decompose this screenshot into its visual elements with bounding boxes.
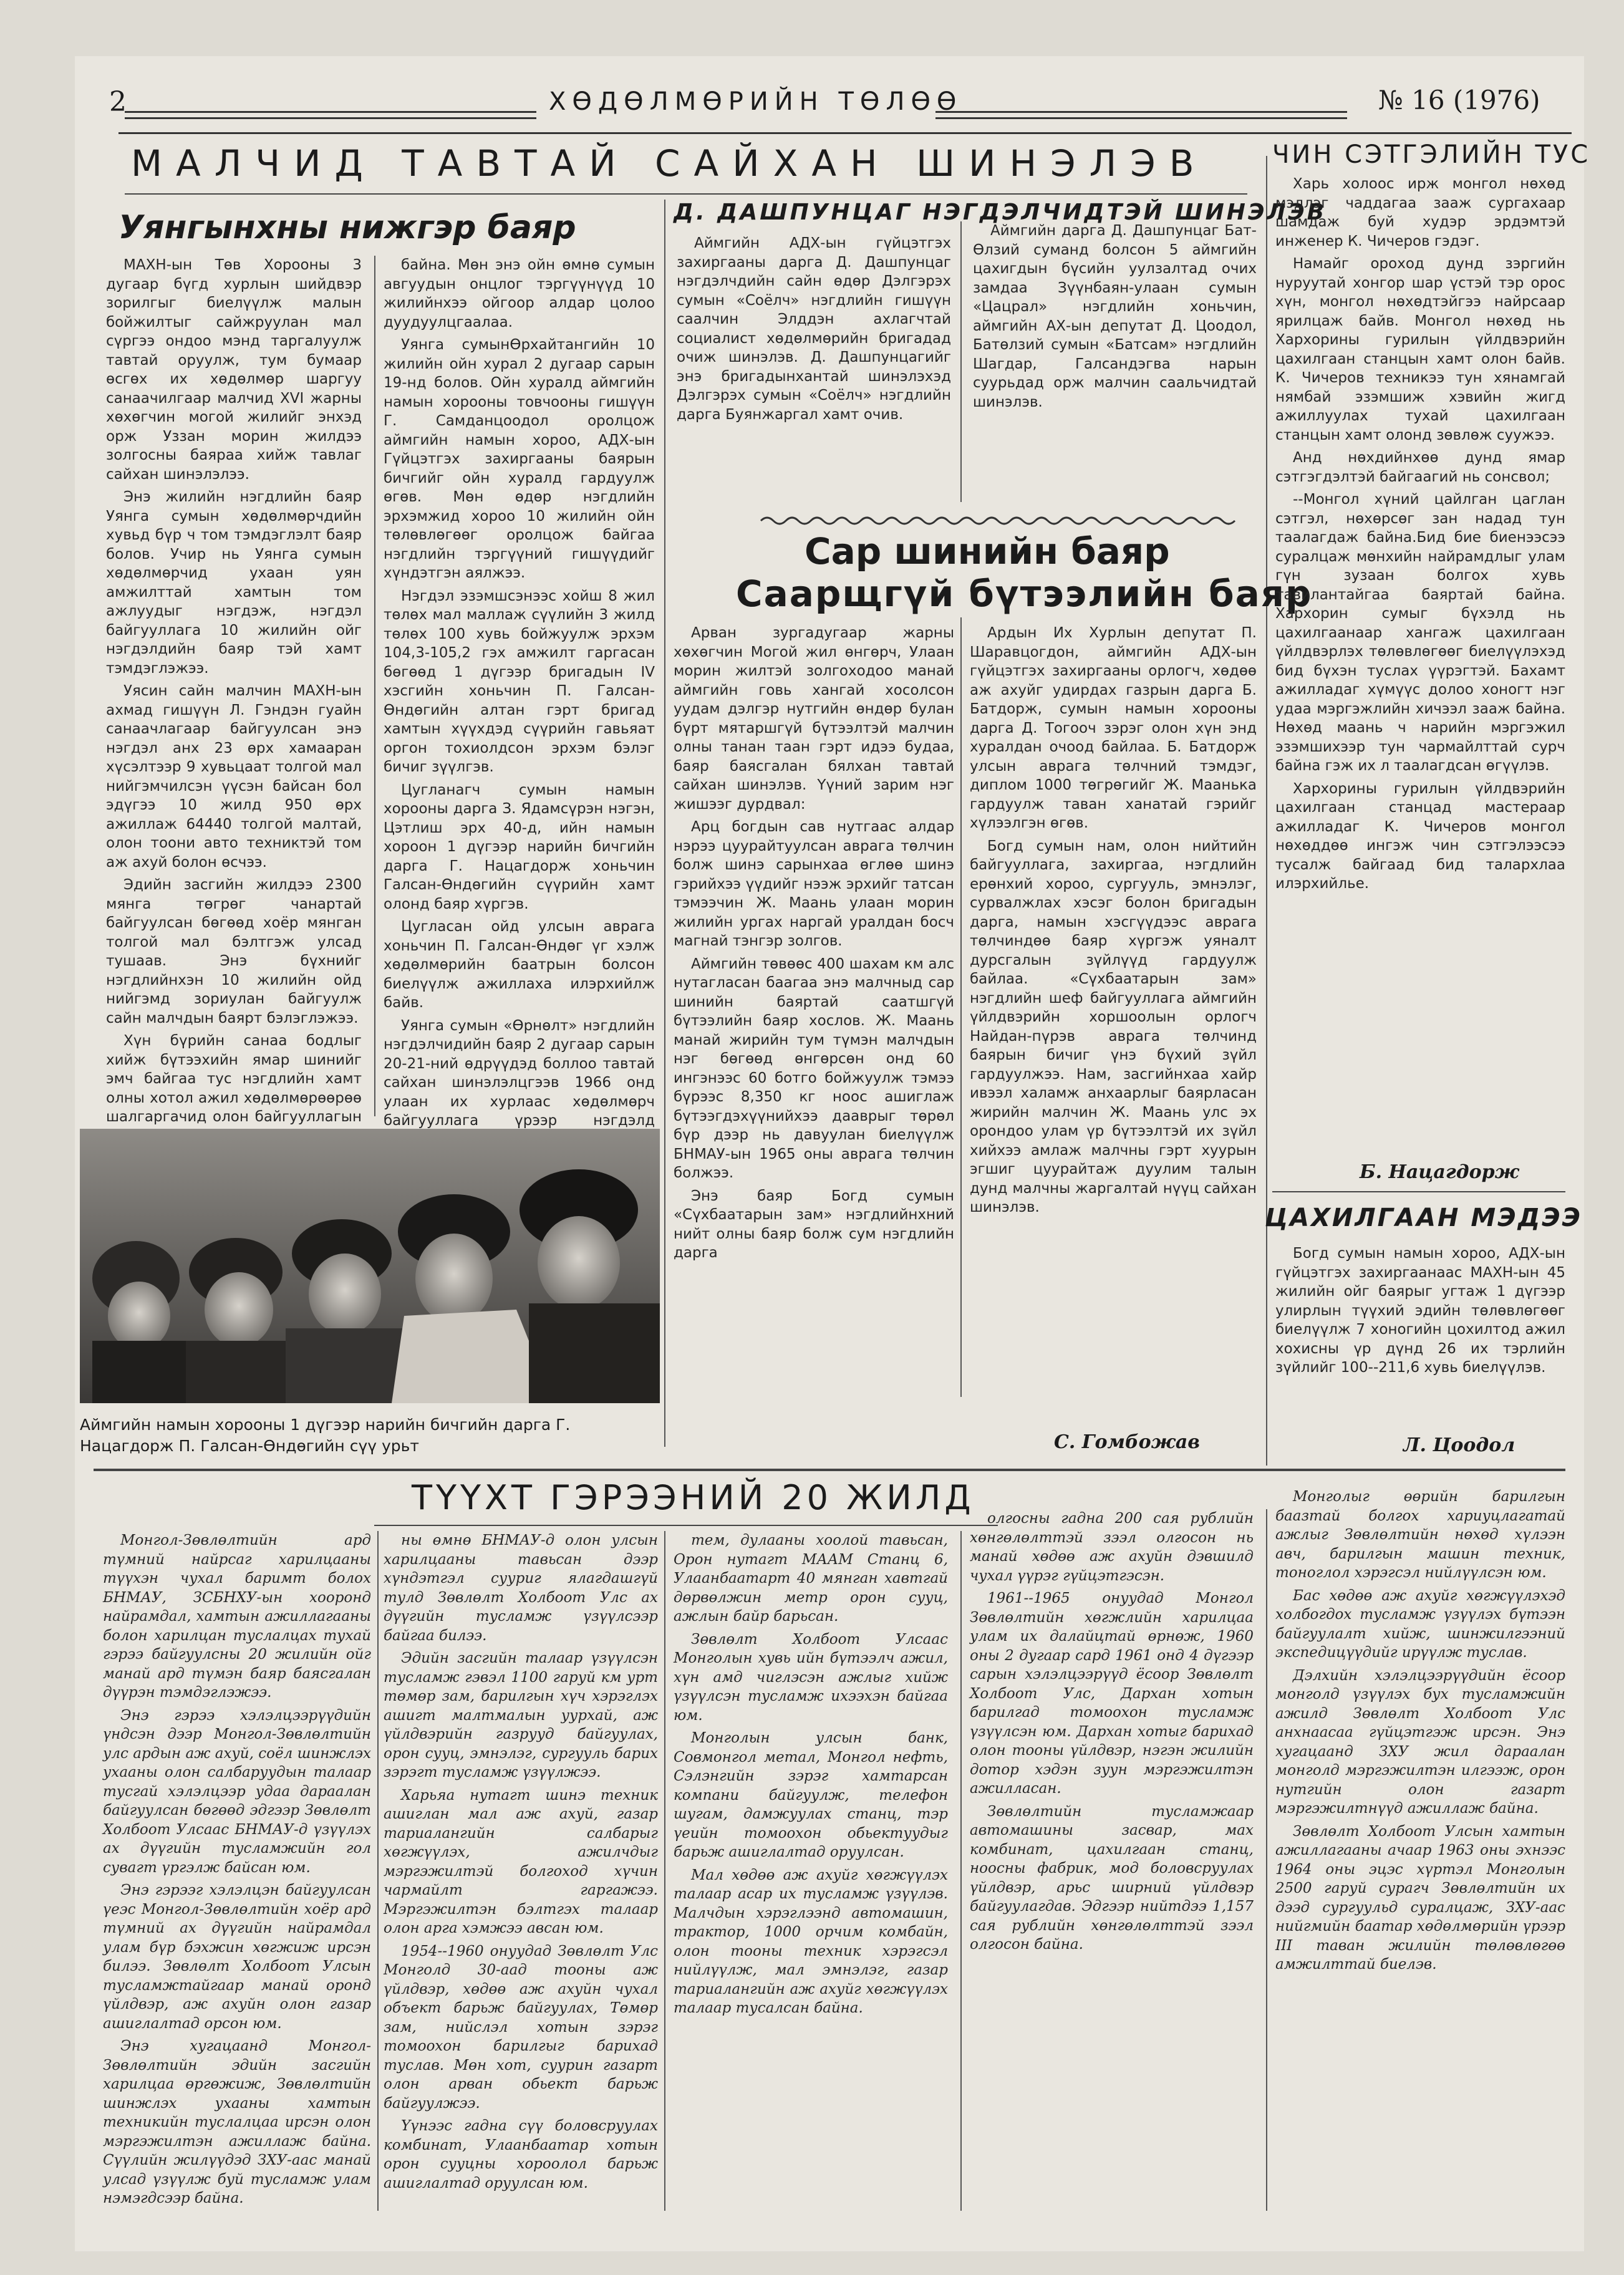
article1-column-2 — [384, 256, 655, 1129]
paragraph: Хүн бүрийн санаа бодлыг хийж бүтээхийн ямар шинийг эмч байгаа тус нэгдлийн хамт олны хотол ажил хөдөлмөрөөрөө шалгаргачид олон байгууллагын — [106, 1033, 362, 1125]
paragraph: Уянга сумынӨрхайтангийн 10 жилийн ойн хурал 2 дугаар сарын 19-нд болов. Ойн хуралд аймгийн намын хорооны товчооны гишүүн Г. Самданцоодол оролцож аймгийн намын хороо, АДХ-ын Гүйцэтгэх захиргааны баярын бичгийг ойн хуралд гардуулж өгөв. Мөн өдөр нэгдлийн эрхэмжид хороо 10 жилийн ойн төлөвлөгөөг оролцож байгаа нэгдлийн тэргүүний гишүүдийг хүндэтгэн аялжээ. — [384, 337, 655, 581]
paragraph: 1954--1960 онуудад Зөвлөлт Улс Монголд 30-аад тооны аж үйлдвэр, хөдөө аж ахуйн чухал объект барьж байгуулах, Төмөр зам, нийслэл хотын зэрэг томоохон барилгыг барихад туслав. Мөн хот, суурин газарт олон арван обьект барьж байгуулжээ. — [384, 1943, 658, 2112]
paragraph: Зөвлөлт Холбоот Улсын хамтын ажиллагааны ачаар 1963 оны эхнээс 1964 оны эцэс хүртэл Монголын 2500 гаруй сурагч Зөвлөлтийн их дээд сургуульд суралцаж, ЗХУ-аас нийгмийн баатар хөдөлмөрийн үрээр III таван жилийн төлөвлөгөө амжилттай биелэв. — [1275, 1823, 1565, 1973]
banner-rule — [125, 193, 1247, 195]
sidebar-rule — [1272, 1191, 1565, 1192]
paragraph: Монгол-Зөвлөлтийн ард түмний найрсаг харилцааны түүхэн чухал баримт болох БНМАУ, ЗСБНХУ-ын хооронд найрамдал, хамтын ажиллагааны болон харилцан туслалцах тухай гэрээ байгуулсны 20 жилийн ойг манай ард түмэн баяр баясгалан дүүрэн тэмдэглэжээ. — [103, 1532, 371, 1701]
article2-column-1 — [677, 234, 951, 508]
paragraph: Анд нөхдийнхөө дунд ямар сэтгэгдэлтэй байгаагий нь сонсвол; — [1275, 450, 1565, 485]
paragraph: --Монгол хүний цайлган цаглан сэтгэл, нөхөрсөг зан надад тун таалагдаж байна.Бид бие биенээсээ суралцаж мөнхийн найрамдлыг улам гүн зузаан болгох хувь тавилантайгаа баяртай байна. Хархорин сумыг бүхэлд нь цахилгаанаар хангаж цахилгаан үйлдвэрлэх төлөвлөгөөг биелүүлэхэд бид бүхэн туслах үүрэгтэй. Бахамт ажилладаг хүмүүс долоо хоногт нэг удаа мэргэжлийн хичээл зааж байна. Нөхөд маань ч нарийн мэргэжил эзэмшихээр тун чармайлттай сурч байна гэж их л таалагдсан өгүүлэв. — [1275, 491, 1565, 774]
issue-number: № 16 (1976) — [1378, 85, 1540, 115]
article4-title-underline — [374, 1525, 998, 1526]
paragraph: Дэлхийн хэлэлцээрүүдийн ёсоор монголд үзүүлэх бух тусламжийн ажилд Зөвлөлт Холбоот Улс анхнаасаа гүйцэтгэж ирсэн. Энэ хугацаанд ЗХУ жил дараалан монголд мэргэжилтэн илгээж, орон нутгийн олон газарт мэргэжилтнүүд ажиллаж байна. — [1275, 1667, 1565, 1817]
paragraph: Энэ хугацаанд Монгол-Зөвлөлтийн эдийн засгийн харилцаа өргөжиж, Зөвлөлтийн шинжлэх ухааны хамтын техникийн туслалцаа ирсэн олон мэргэжилтэн ажиллаж байна. Сүүлийн жилүүдэд ЗХУ-аас манай улсад үзүүлж буй тусламж улам нэмэгдсээр байна. — [103, 2038, 371, 2206]
header-rule-left — [125, 111, 536, 113]
paragraph: Аймгийн дарга Д. Дашпунцаг Бат-Өлзий суманд болсон 5 аймгийн цахигдын бүсийн уулзалтад очих замдаа Зүүнбаян-улаан сумын «Цацрал» нэгдлийн хоньчин, аймгийн АХ-ын депутат Д. Цоодол, Батөлзий сумын «Батсам» нэгдлийн Шагдар, Галсандэгва нарын суурьдад орж малчин саальчидтай шинэлэв. — [973, 223, 1257, 410]
column-divider — [377, 1531, 379, 2211]
paragraph: Үүнээс гадна сүү боловсруулах комбинат, Улаанбаатар хотын орон сууцны хороолол барьж ашиглалтад оруулсан юм. — [384, 2118, 658, 2191]
paragraph: Зөвлөлт Холбоот Улсаас Монголын хувь ийн бүтээлч ажил, хүн амд чиглэсэн ажлыг хийж үзүүлсэн тусламж ихээхэн байгаа юм. — [674, 1631, 948, 1724]
photo-people-image — [80, 1129, 660, 1403]
page-banner: МАЛЧИД ТАВТАЙ САЙХАН ШИНЭЛЭВ — [131, 142, 1208, 185]
column-divider — [960, 221, 962, 502]
column-divider — [1266, 156, 1267, 1466]
article3-column-1 — [674, 624, 954, 1459]
paragraph: Бас хөдөө аж ахуйг хөгжүүлэхэд холбогдох тусламж үзүүлэх бүтээн байгуулалт хийж, шинжилгээний экспедицүүдийг ирүүлж туслав. — [1275, 1587, 1565, 1661]
sidebar-title: ЧИН СЭТГЭЛИЙН ТУС — [1272, 140, 1591, 169]
header-underline — [118, 132, 1572, 134]
paragraph: Арван зургадугаар жарны хөхөгчин Могой жил өнгөрч, Улаан морин жилтэй золгоходоо манай аймгийн говь хангай хосолсон уудам дэлгэр нутгийн өндөр булан бүрт мятаршгүй бүтээлтэй малчин олны танан таан гэрт идээ будаа, баяр баясгалан бялхан тавтай сайхан шинэлэв. Үүний зарим нэг жишээг дурдвал: — [674, 625, 954, 813]
page-number: 2 — [109, 86, 127, 118]
paragraph: Ардын Их Хурлын депутат П. Шаравцогдон, аймгийн АДХ-ын гүйцэтгэх захиргааны орлогч, хөдөө аж ахуйг удирдах газрын дарга Б. Батдорж, сумын намын хорооны дарга Д. Тогооч зэрэг олон хүн энд хуралдан очоод байлаа. Б. Батдорж улсын аврага төлчний тэмдэг, диплом 1000 төгрөгийг Ж. Маанька гардуулж таван ханатай гэрийг хүлээлгэн өгөв. — [970, 625, 1257, 831]
masthead: ХӨДӨЛМӨРИЙН ТӨЛӨӨ — [549, 87, 963, 116]
column-divider — [664, 1531, 665, 2211]
sidebar-byline: Б. Нацагдорж — [1360, 1161, 1519, 1183]
paragraph: Эдийн засгийн талаар үзүүлсэн тусламж гэвэл 1100 гаруй км урт төмөр зам, барилгын хүч хэрэглэх ашигт малтмалын уурхай, аж үйлдвэрийн газрууд байгуулах, орон сууц, эмнэлэг, сургууль барих зэрэгт тусламж үзүүлжээ. — [384, 1650, 658, 1780]
paragraph: Аймгийн АДХ-ын гүйцэтгэх захиргааны дарга Д. Дашпунцаг нэгдэлчдийн сайн өдөр Дэлгэрэх сумын «Соёлч» нэгдлийн гишүүн саалчин Элддэн ахлагчтай социалист хөдөлмөрийн бригадад очиж шинэлэв. Д. Дашпунцагийг энэ бригадынхантай шинэлэхэд Дэлгэрэх сумын «Соёлч» нэгдлийн дарга Буянжаргал хамт очив. — [677, 235, 951, 423]
paragraph: Эдийн засгийн жилдээ 2300 мянга төгрөг чанартай байгуулсан бөгөөд хоёр мянган толгой мал бэлтгэж улсад тушаав. Энэ бүхнийг нэгдлийнхэн 10 жилийн ойд нийгэмд зориулан байгуулж сайн малчдын баярт бэлэглэжээ. — [106, 877, 362, 1026]
paragraph: байна. Мөн энэ ойн өмнө сумын авгуудын онцлог тэргүүнүүд 10 жилийнхээ ойгоор алдар цолоо дуудуулцгаалаа. — [384, 257, 655, 331]
news-photo — [80, 1129, 660, 1403]
column-divider — [374, 256, 375, 1116]
header-rule-right — [935, 111, 1347, 113]
column-divider — [1266, 1509, 1267, 2211]
paragraph: Мал хөдөө аж ахуйг хөгжүүлэх талаар асар их тусламж үзүүлэв. Малчдын хэрэглээнд автомашин, трактор, 1000 орчим комбайн, олон тооны техник хэрэгсэл нийлүүлж, мал эмнэлэг, газар тариалангийн аж ахуйг хөгжүүлэх талаар тусалсан байна. — [674, 1867, 948, 2016]
photo-caption: Аймгийн намын хорооны 1 дүгээр нарийн бичгийн дарга Г. Нацагдорж П. Галсан-Өндөгийн сүү урьт — [80, 1416, 571, 1455]
paragraph: Монголын улсын банк, Совмонгол метал, Монгол нефть, Сэлэнгийн зэрэг хамтарсан компани байгуулж, телефон шугам, дамжуулах станц, тэр үеийн томоохон обьектуудыг барьж ашиглалтад оруулсан. — [674, 1730, 948, 1860]
article3-title-line1: Сар шинийн баяр — [805, 530, 1170, 572]
paragraph: Цугланагч сумын намын хорооны дарга З. Ядамсүрэн нэгэн, Цэтлиш эрх 40-д, ийн намын хороон 1 дүгээр нарийн бичгийн дарга Г. Нацагдорж хоньчин Галсан-Өндөгийн сүүрийн хамт олонд баяр хүргэв. — [384, 781, 655, 912]
paragraph: Богд сумын нам, олон нийтийн байгууллага, захиргаа, нэгдлийн ерөнхий хороо, сургууль, эмнэлэг, сурвалжлах хэсэг болон бригадын дарга, намын хэсгүүдээс аврага төлчиндөө баяр хүргэж уяналт дурсгалын зүйлүүд гардуулж байлаа. «Сүхбаатарын зам» нэгдлийн шеф байгууллага аймгийн үйлдвэрийн хоршоолын орлогч Найдан-пүрэв аврага төлчинд баярын бичиг үнэ бүхий зүйл гардуулжээ. Нам, засгийнхаа хайр ивээл халамж анхаарлыг баярласан жирийн малчин Ж. Маань улс эх орондоо улам үр бүтээлтэй их зүйл хийхээ амлаж малчны гэрт хуурын эгшиг цуурайтаж дуулим талын дунд малчны жаргалтай нүүц сайхан шинэлэв. — [970, 838, 1257, 1215]
sidebar-text — [1275, 175, 1565, 1166]
bulletin-text — [1275, 1244, 1565, 1444]
article3-title-line2: Саарщгүй бүтээлийн баяр — [736, 572, 1313, 615]
paragraph: олгосны гадна 200 сая рублийн хөнгөлөлттэй зээл олгосон нь манай хөдөө аж ахуйн дэвшилд чухал үүрэг гүйцэтгэсэн. — [970, 1510, 1254, 1584]
paragraph: ны өмнө БНМАУ-д олон улсын харилцааны тавьсан дээр хүндэтгэл сууриг ялагдашгүй тулд Зөвлөлт Холбоот Улс ах дүүгийн тусламж үзүүлсээр байгаа билээ. — [384, 1532, 658, 1644]
paragraph: Арц богдын сав нутгаас алдар нэрээ цуурайтуулсан аврага төлчин болж шинэ сарынхаа өглөө шинэ гэрийхээ үүдийг нээж эрхийг татсан тэмээчин Ж. Маань улаан морин жилийн ургах наргай уралдан босч магнай тэнгэр золгов. — [674, 819, 954, 949]
article4-title: ТҮҮХТ ГЭРЭЭНИЙ 20 ЖИЛД — [412, 1478, 975, 1517]
paragraph: Аймгийн төвөөс 400 шахам км алс нутагласан баагаа энэ малчныд сар шинийн баяртай саатшгүй бүтээлийн баяр хослов. Ж. Маань манай жирийн тум түмэн малчдын нэг бөгөөд өнгөрсөн онд 60 ингэнээс 60 ботго бойжуулж тэмээ бүрээс 8,350 кг ноос ашиглаж бүтээгдэхүүнийхээ дааврыг төрөл бүр дээр нь давуулан биелүүлж БНМАУ-ын 1965 оны аврага төлчин болжээ. — [674, 955, 954, 1181]
paragraph: Энэ гэрээг хэлэлцэн байгуулсан үеэс Монгол-Зөвлөлтийн хоёр ард түмний ах дүүгийн найрамдал улам бүр бэхжин хөгжиж ирсэн билээ. Зөвлөлт Холбоот Улсын тусламжтайгаар манай оронд үйлдвэр, аж ахуйн олон газар ашиглалтад орсон юм. — [103, 1882, 371, 2032]
paragraph: Энэ жилийн нэгдлийн баяр Уянга сумын хөдөлмөрчдийн хувьд бүр ч том тэмдэглэлт баяр болов. Учир нь Уянга сумын хөдөлмөрчид ухаан уян амжилттай хамтын том ажлуудыг нэгдэж, нэгдэл байгууллага 10 жилийн ойг нэгдэлдийн баяр тэй хамт тэмдэглэжээ. — [106, 489, 362, 677]
article1-column-1 — [106, 256, 362, 1123]
paragraph: Харь холоос ирж монгол нөхөд мэдлэг чаддагаа зааж сургахаар шамдаж буй худэр эрдэмтэй инженер К. Чичеров гэдэг. — [1275, 176, 1565, 249]
paragraph: Энэ гэрээ хэлэлцээрүүдийн үндсэн дээр Монгол-Зөвлөлтийн улс ардын аж ахуй, соёл шинжлэх ухааны олон салбаруудын талаар тусгай хэлэлцээр удаа дараалан байгуулсан бөгөөд эдгээр Зөвлөлт Холбоот Улсаас БНМАУ-д үзүүлэх ах дүүгийн тусламжийн гол сувагт үргэлж байсан юм. — [103, 1707, 371, 1876]
paragraph: Нэгдэл эзэмшсэнээс хойш 8 жил төлөх мал маллаж сүүлийн 3 жилд төлөх 100 хувь бойжуулж эрхэм 104,3-105,2 гэх амжилт гаргасан бөгөөд 1 дүгээр бригадын IV хэсгийн хоньчин П. Галсан-Өндөгийн алтан гэрт бригад хамтын хүүхдэд сүүрийн гавьяат оргон тохиолдсон эрхэм бэлэг бичиг зүүлгэв. — [384, 587, 655, 775]
paragraph: тем, дулааны хоолой тавьсан, Орон нутагт МААМ Станц 6, Улаанбаатарт 40 мянган хавтгай дөрвөлжин метр орон сууц, ажлын байр барьсан. — [674, 1532, 948, 1625]
header-rule-right-2 — [935, 117, 1347, 119]
section-rule — [94, 1469, 1565, 1471]
article1-title: Уянгынхны нижгэр баяр — [118, 209, 576, 246]
article2-column-2 — [973, 221, 1257, 508]
header-rule-left-2 — [125, 117, 536, 119]
paragraph: Энэ баяр Богд сумын «Сүхбаатарын зам» нэгдлийнхний нийт олны баяр болж сум нэгдлийн дарга — [674, 1187, 954, 1261]
paragraph: Харьяа нутагт шинэ техник ашиглан мал аж ахуй, газар тариалангийн салбарыг хөгжүүлэх, ажилчдыг мэргэжилтэй болгоход хүчин чармайлт гаргажээ. Мэргэжилтэн бэлтгэх талаар олон арга хэмжээ авсан юм. — [384, 1787, 658, 1936]
article4-column-2 — [384, 1531, 658, 2211]
paragraph: Цугласан ойд улсын аврага хоньчин П. Галсан-Өндөг үг хэлж хөдөлмөрийн баатрын болсон биелүүлж ажиллаха илэрхийлж байв. — [384, 919, 655, 1011]
article4-column-1 — [103, 1531, 371, 2211]
paragraph: Богд сумын намын хороо, АДХ-ын гүйцэтгэх захиргаанаас МАХН-ын 45 жилийн ойг баярыг угтаж 1 дүгээр улирлын түүхий эдийн төлөвлөгөөг биелүүлж 7 хоногийн цохилтод ажил хохисны үр дүнд 26 их тэрлийн зүйлийг 100--211,6 хувь биелүүлэв. — [1275, 1245, 1565, 1376]
paragraph: Намайг ороход дунд зэргийн нуруутай хонгор шар үстэй тэр орос хүн, монгол нөхөдтэйгээ найрсаар ярилцаж байв. Монгол нөхөд нь Хархорины гурилын үйлдвэрийн цахилгаан станцын хамт олон байв. К. Чичеров техникээ тун хянамгай нямбай эзэмшиж хэвийн жигд ажиллуулах тухай цахилгаан станцын хамт олонд зөвлөж суужээ. — [1275, 256, 1565, 443]
paragraph: МАХН-ын Төв Хорооны 3 дугаар бүгд хурлын шийдвэр зорилгыг биелүүлж малын бойжилтыг сайжруулан мал сүргээ ондоо мэнд таргалуулж тавтай оруулж, тум бумаар өсгөх их хөдөлмөр шаргуу санаачилгаар малчид XVI жарны хөхөгчин могой жилийг энхэд орж Уззан морин жилдээ золгосны баяраа хийж тавлаг сайхан шинэлэлээ. — [106, 257, 362, 483]
column-divider — [664, 200, 665, 1447]
bulletin-byline: Л. Цоодол — [1403, 1434, 1515, 1456]
column-divider — [960, 1531, 962, 2211]
bulletin-title: ЦАХИЛГААН МЭДЭЭ — [1265, 1204, 1582, 1232]
paragraph: 1961--1965 онуудад Монгол Зөвлөлтийн хөгжлийн харилцаа улам их далайцтай өрнөж, 1960 оны 2 дугаар сард 1961 онд 4 дүгээр сарын хэлэлцээрүүд ёсоор Зөвлөлт Холбоот Улс, Дархан хотын барилгад томоохон тусламж үзүүлсэн юм. Дархан хотыг барихад олон тооны үйлдвэр, нэгэн жилийн дотор хэдэн зуун мэргэжилтэн ажилласан. — [970, 1590, 1254, 1797]
decorative-wave-rule — [761, 514, 1241, 527]
article4-column-5 — [1275, 1487, 1565, 2211]
paragraph: Уянга сумын «Өрнөлт» нэгдлийн нэгдэлчидийн баяр 2 дугаар сарын 20-21-ний өдрүүдэд боллоо тавтай сайхан шинэлэлцгээв 1966 онд улаан их хурлаас хөдөлмөрч байгууллага үрээр нэгдэлд — [384, 1017, 655, 1129]
column-divider — [960, 617, 962, 1397]
paragraph: Зөвлөлтийн тусламжаар автомашины засвар, мах комбинат, цахилгаан станц, ноосны фабрик, мод боловсруулах үйлдвэр, арьс ширний үйлдвэр байгуулагдав. Эдгээр нийтдээ 1,157 сая рублийн хөнгөлөлттэй зээл олгосон байна. — [970, 1803, 1254, 1953]
article2-kicker: Д. ДАШПУНЦАГ НЭГДЭЛЧИДТЭЙ ШИНЭЛЭВ — [674, 200, 1327, 225]
paragraph: Монголыг өөрийн барилгын баазтай болгох хариуцлагатай ажлыг Зөвлөлтийн нөхөд хүлээн авч, барилгын машин техник, тоноглол хэрэгсэл нийлүүлсэн юм. — [1275, 1489, 1565, 1581]
article3-column-2 — [970, 624, 1257, 1416]
article3-byline: С. Гомбожав — [1054, 1431, 1200, 1453]
article4-column-4 — [970, 1509, 1254, 2211]
paragraph: Уясин сайн малчин МАХН-ын ахмад гишүүн Л. Гэндэн гуайн санаачлагаар байгуулсан энэ нэгдэл анх 23 өрх хамааран хүсэлтээр 9 хувьцаат толгой мал нийгэмчилсэн үүсэн байсан бол эдүгээ 10 жилд 950 өрх ажиллаж 64440 толгой малтай, олон тоони авто техниктэй том аж ахуй болон өсчээ. — [106, 683, 362, 871]
paragraph: Хархорины гурилын үйлдвэрийн цахилгаан станцад мастераар ажилладаг К. Чичеров монгол нөхөддөө ингэж чин сэтгэлээсээ тусалж байгаад бид талархлаа илэрхийлье. — [1275, 780, 1565, 892]
article4-column-3 — [674, 1531, 948, 2211]
